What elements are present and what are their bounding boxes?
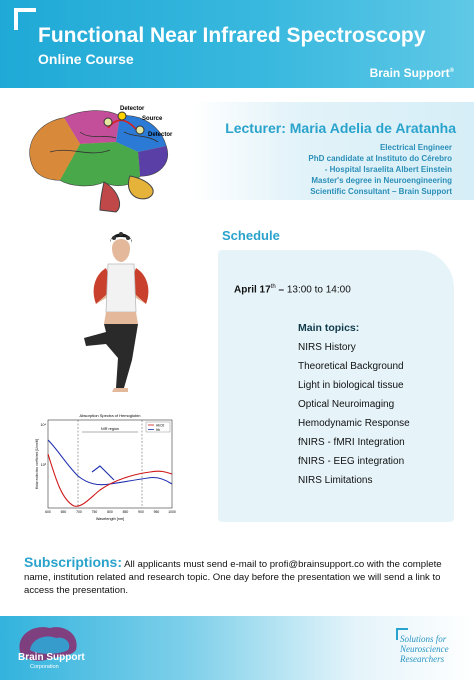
source-label: Source [142,116,163,122]
person-legs [84,324,138,388]
legend-label-hbo2: HbO2 [156,423,165,428]
x-tick-label: 900 [138,510,144,514]
schedule-panel [218,250,454,522]
list-item: NIRS History [298,342,356,353]
person-head [112,239,130,262]
credential-line: - Hospital Israelita Albert Einstein [324,165,452,174]
footer-corporation: Corporation [30,664,59,670]
lecturer-heading: Lecturer: Maria Adelia de Aratanha [225,120,456,136]
lecturer-credentials [212,142,452,197]
brain-diagram [20,102,186,214]
cerebellum-shape [128,176,153,199]
header-banner [0,0,474,88]
brainstem-shape [100,182,120,212]
corner-bracket-icon [14,8,36,30]
list-item: NIRS Limitations [298,475,373,486]
optode-icon [126,236,130,240]
x-tick-label: 650 [60,510,67,514]
y-tick-label: 10³ [40,463,46,467]
brand-name [370,66,454,80]
optode-icon [112,236,116,240]
x-tick-label: 950 [153,510,160,514]
credential-line: Scientific Consultant – Brain Support [310,187,452,196]
lecturer-panel [192,102,474,200]
list-item: Theoretical Background [298,361,404,372]
tagline-line: Neuroscience [400,644,449,654]
hemoglobin-absorption-chart [34,410,184,522]
topics-list [298,338,410,490]
person-waist [104,312,138,324]
session-time: 13:00 to 14:00 [286,284,351,296]
footer-tagline [400,634,470,664]
detector-label: Detector [120,106,145,112]
page-title: Functional Near Infrared Spectroscopy [38,24,426,47]
y-axis-label: Molar extinction coefficient [1/cm/M] [35,438,39,490]
y-tick-label: 10⁴ [40,423,46,427]
person-top [106,264,136,312]
tagline-line: Researchers [400,654,445,664]
x-tick-label: 700 [76,510,82,514]
subscriptions-text: All applicants must send e-mail to profi@brainsupport.co with the complete name, institution related and research topic. One day before the presentation we will send a link to access the presentation. [24,559,442,596]
x-axis-label: Wavelength [nm] [95,517,125,521]
list-item: fNIRS - fMRI Integration [298,437,405,448]
fnirs-cap-person-illustration [66,228,176,394]
x-tick-label: 1000 [168,510,176,514]
schedule-heading: Schedule [222,228,280,243]
x-tick-label: 800 [107,510,113,514]
list-item: Optical Neuroimaging [298,399,395,410]
footer-brand: Brain Support [18,652,85,663]
x-tick-labels [45,510,176,514]
credential-line: PhD candidate at Instituto do Cérebro [308,154,452,163]
topics-heading: Main topics: [298,322,360,334]
subscriptions-section [24,556,454,597]
credential-line: Electrical Engineer [379,143,452,152]
x-tick-label: 850 [122,510,129,514]
x-tick-label: 600 [45,510,51,514]
optode-icon [119,232,123,236]
chart-title: Absorption Spectra of Hemoglobin [79,413,141,418]
list-item: Light in biological tissue [298,380,404,391]
detector-label: Detector [148,132,173,138]
detector-sensor-icon [136,126,144,134]
detector-sensor-icon [104,118,112,126]
list-item: fNIRS - EEG integration [298,456,405,467]
source-sensor-icon [118,112,126,120]
brand-text: Brain Support [369,66,450,80]
registered-mark: ® [449,68,454,74]
session-date: April 17 [234,284,271,296]
date-suffix: th [270,284,276,290]
person-foot [112,388,128,392]
session-date-time [234,284,351,295]
tagline-line: Solutions for [400,634,447,644]
x-tick-label: 750 [91,510,98,514]
date-dash: – [275,284,287,296]
subscriptions-label: Subscriptions: [24,554,123,570]
legend-label-hb: Hb [156,427,161,432]
nir-region-label: NIR region [100,427,120,431]
page-subtitle: Online Course [38,51,134,67]
list-item: Hemodynamic Response [298,418,410,429]
credential-line: Master's degree in Neuroengineering [311,176,452,185]
footer-banner [0,616,474,680]
